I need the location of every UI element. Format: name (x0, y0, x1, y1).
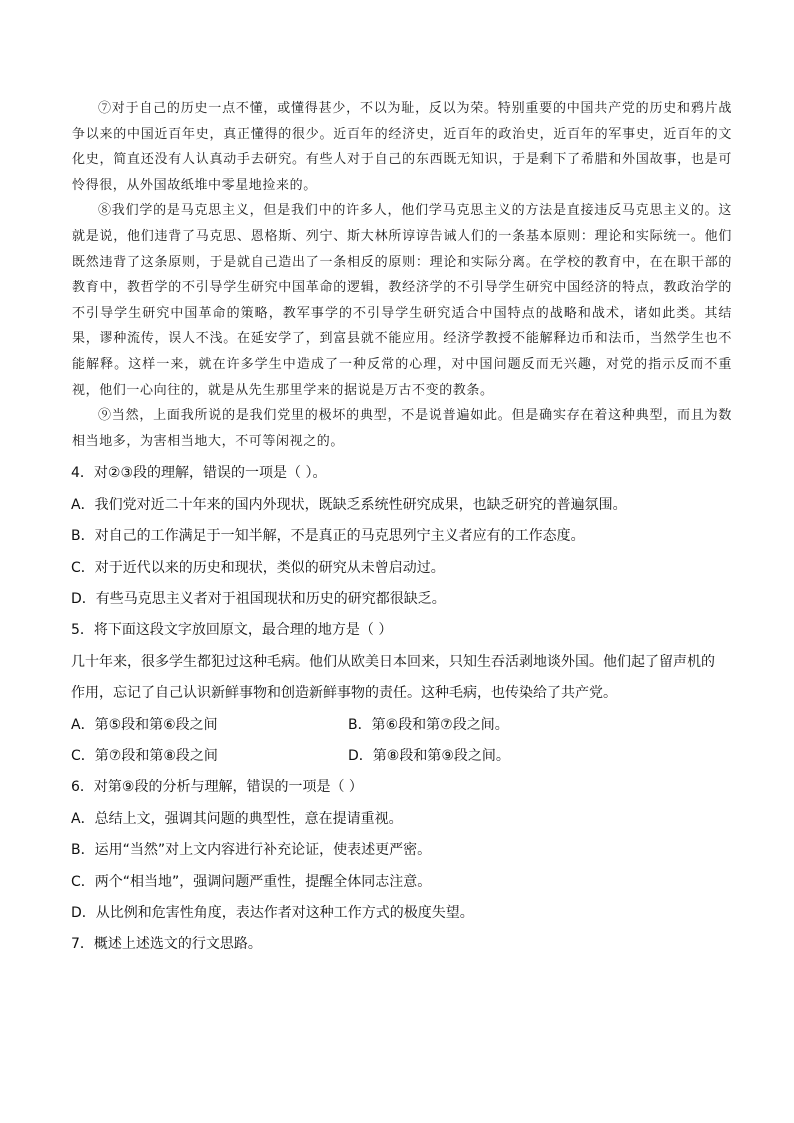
question-5 (71, 615, 732, 772)
question-4-option-a: A．我们党对近二十年来的国内外现状，既缺乏系统性研究成果，也缺乏研究的普遍氛围。 (71, 496, 627, 513)
question-4 (71, 458, 732, 615)
question-5-stem: 5．将下面这段文字放回原文，最合理的地方是（ ） (71, 622, 393, 639)
paragraph-8: ⑧我们学的是马克思主义，但是我们中的许多人，他们学马克思主义的方法是直接违反马克思主义的。这就是说，他们违背了马克思、恩格斯、列宁、斯大林所谆谆告诫人们的一条基本原则：理论和实际统一。他们既然违背了这条原则，于是就自己造出了一条相反的原则：理论和实际分离。在学校的教育中，在在职干部的教育中，教哲学的不引导学生研究中国革命的逻辑，教经济学的不引导学生研究中国经济的特点，教政治学的不引导学生研究中国革命的策略，教军事学的不引导学生研究适合中国特点的战略和战术，诸如此类。其结果，谬种流传，误人不浅。在延安学了，到富县就不能应用。经济学教授不能解释边币和法币，当然学生也不能解释。这样一来，就在许多学生中造成了一种反常的心理，对中国问题反而无兴趣，对党的指示反而不重视，他们一心向往的，就是从先生那里学来的据说是万古不变的教条。 (72, 203, 732, 398)
question-5-option-d: D．第⑧段和第⑨段之间。 (348, 747, 510, 764)
question-6-option-b: B．运用“当然”对上文内容进行补充论证，使表述更严密。 (71, 842, 432, 859)
question-6-stem: 6．对第⑨段的分析与理解，错误的一项是（ ） (71, 779, 363, 796)
question-5-material-line-2: 作用，忘记了自己认识新鲜事物和创造新鲜事物的责任。这种毛病，也传染给了共产党。 (71, 685, 617, 702)
question-7-stem: 7．概述上述选文的行文思路。 (71, 936, 262, 953)
question-5-option-a: A．第⑤段和第⑥段之间 (71, 716, 218, 733)
question-6 (71, 772, 732, 929)
question-5-option-c: C．第⑦段和第⑧段之间 (71, 747, 218, 764)
question-5-options-row-1 (71, 710, 732, 741)
question-6-option-d: D．从比例和危害性角度，表达作者对这种工作方式的极度失望。 (71, 905, 474, 921)
question-6-option-c: C．两个“相当地”，强调问题严重性，提醒全体同志注意。 (71, 873, 432, 890)
question-4-option-d: D．有些马克思主义者对于祖国现状和历史的研究都很缺乏。 (71, 590, 446, 607)
question-list (71, 458, 732, 961)
question-6-option-a: A．总结上文，强调其问题的典型性，意在提请重视。 (71, 810, 403, 827)
question-5-option-b: B．第⑥段和第⑦段之间。 (348, 716, 509, 733)
paragraph-7: ⑦对于自己的历史一点不懂，或懂得甚少，不以为耻，反以为荣。特别重要的中国共产党的历史和鸦片战争以来的中国近百年史，真正懂得的很少。近百年的经济史，近百年的政治史，近百年的军事史，近百年的文化史，简直还没有人认真动手去研究。有些人对于自己的东西既无知识，于是剩下了希腊和外国故事，也是可怜得很，从外国故纸堆中零星地捡来的。 (72, 101, 732, 193)
question-7 (71, 929, 732, 960)
question-5-options-row-2 (71, 741, 732, 772)
question-4-option-b: B．对自己的工作满足于一知半解，不是真正的马克思列宁主义者应有的工作态度。 (71, 528, 585, 545)
question-4-option-c: C．对于近代以来的历史和现状，类似的研究从未曾启动过。 (71, 559, 445, 576)
question-5-material-line-1: 几十年来，很多学生都犯过这种毛病。他们从欧美日本回来，只知生吞活剥地谈外国。他们起了留声机的 (71, 653, 715, 670)
question-4-stem: 4．对②③段的理解，错误的一项是（ ）。 (71, 465, 327, 482)
paragraph-9: ⑨当然，上面我所说的是我们党里的极坏的典型，不是说普遍如此。但是确实存在着这种典型，而且为数相当地多，为害相当地大，不可等闲视之的。 (72, 408, 732, 449)
reading-passage (72, 96, 732, 454)
